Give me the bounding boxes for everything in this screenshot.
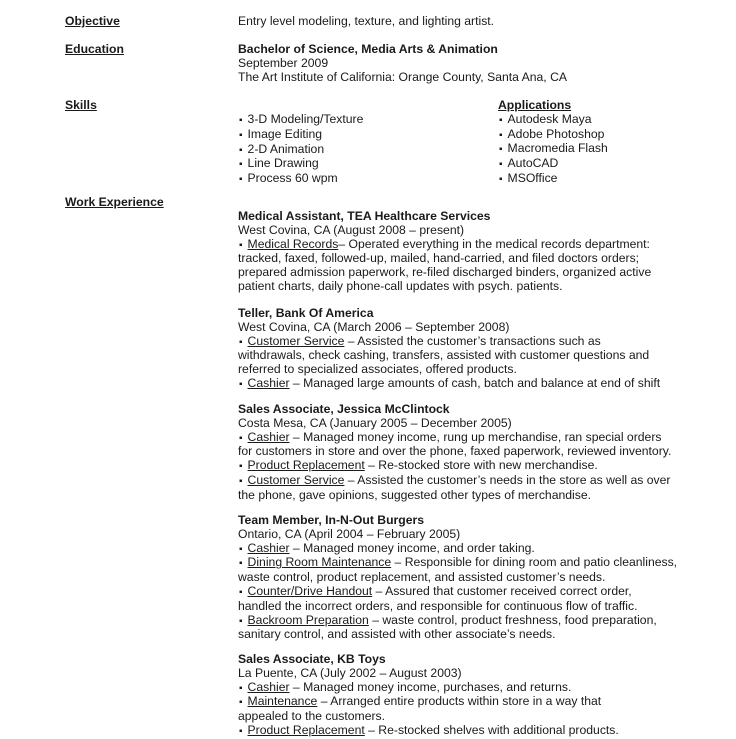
duty-continuation: for customers in store and over the phone, faxed paperwork, reviewed inventory. [238,444,672,459]
duty-text: – Re-stocked store with new merchandise. [364,458,598,473]
skill-item: ▪ 2-D Animation [238,143,363,158]
applications-list [498,99,608,187]
duty-continuation: waste control, product replacement, and assisted customer’s needs. [238,570,606,585]
applications-heading: Applications [498,98,572,112]
duty-role: Maintenance [247,694,318,709]
job-location: Ontario, CA (April 2004 – February 2005) [238,526,461,541]
duty-text: – Assisted the customer’s needs in the store as well as over [344,472,671,487]
skills-list [238,113,363,187]
duty-role: Cashier [247,429,290,444]
job-title: Teller, Bank Of America [238,306,374,320]
duty-line [238,695,688,710]
skills-label: Skills [65,98,97,112]
duty-continuation: referred to specialized associates, offered products. [238,362,517,377]
duty-role: Product Replacement [247,722,365,737]
education-degree: Bachelor of Science, Media Arts & Animation [238,42,498,56]
application-item: ▪ Autodesk Maya [498,113,608,128]
duty-line [238,542,688,557]
duty-text: – Managed large amounts of cash, batch and balance at end of shift [289,375,661,390]
job-title: Sales Associate, Jessica McClintock [238,402,450,416]
duty-line [238,238,688,253]
job-entry [238,210,688,294]
job-location: Costa Mesa, CA (January 2005 – December 2005) [238,415,512,430]
skill-item: ▪ 3-D Modeling/Texture [238,113,363,128]
job-entry [238,514,688,642]
duty-role: Cashier [247,679,290,694]
duty-text: – Assisted the customer’s transactions such as [344,333,601,348]
duty-line [238,585,688,600]
education-block [238,43,678,84]
duty-text: – Managed money income, and order taking. [289,540,535,555]
skill-item: ▪ Image Editing [238,128,363,143]
duty-continuation: sanitary control, and assisted with other associate’s needs. [238,627,556,642]
job-entry [238,653,688,739]
job-entry [238,307,688,392]
duty-continuation: the phone, gave opinions, suggested other types of merchandise. [238,487,591,502]
objective-label: Objective [65,14,120,28]
job-location: La Puente, CA (July 2002 – August 2003) [238,665,462,680]
duty-line [238,335,688,350]
duty-text: – Operated everything in the medical records department: [338,236,650,251]
duty-text: – Re-stocked shelves with additional products. [364,722,619,737]
objective-text [238,15,678,29]
application-item: ▪ MSOffice [498,172,608,187]
application-item: ▪ AutoCAD [498,157,608,172]
application-item: ▪ Macromedia Flash [498,142,608,157]
job-location: West Covina, CA (March 2006 – September 2008) [238,319,510,334]
duty-role: Cashier [247,540,290,555]
duty-continuation: handled the incorrect orders, and responsible for continuous flow of traffic. [238,598,638,613]
duty-line [238,377,688,392]
duty-continuation: tracked, faxed, followed-up, mailed, hand-carried, and filed doctors orders; [238,251,640,266]
duty-text: – Arranged entire products within store in a way that [317,694,602,709]
skill-item: ▪ Process 60 wpm [238,172,363,187]
duty-text: – Responsible for dining room and patio cleanliness, [391,555,678,570]
job-location: West Covina, CA (August 2008 – present) [238,222,465,237]
duty-continuation: withdrawals, check cashing, transfers, assisted with customer questions and [238,348,650,363]
duty-line [238,681,688,696]
duty-role: Counter/Drive Handout [247,583,373,598]
application-item: ▪ Adobe Photoshop [498,128,608,143]
duty-role: Dining Room Maintenance [247,555,392,570]
duty-text: – Managed money income, rung up merchandise, ran special orders [289,429,662,444]
duty-role: Customer Service [247,333,345,348]
duty-role: Product Replacement [247,458,365,473]
objective-line: Entry level modeling, texture, and lighting artist. [238,14,495,28]
skill-item: ▪ Line Drawing [238,157,363,172]
duty-text: – Managed money income, purchases, and returns. [289,679,572,694]
education-label: Education [65,42,124,56]
duty-continuation: prepared admission paperwork, re-filed discharged binders, organized active [238,265,652,280]
duty-line [238,724,688,739]
duty-continuation: patient charts, daily phone-call updates with psych. patients. [238,278,563,293]
duty-text: – Assured that customer received correct order, [372,583,632,598]
duty-line [238,459,688,474]
duty-role: Backroom Preparation [247,612,369,627]
education-date: September 2009 [238,55,329,70]
duty-line [238,474,688,489]
duty-text: – waste control, product freshness, food preparation, [368,612,657,627]
duty-line [238,431,688,446]
job-title: Medical Assistant, TEA Healthcare Services [238,209,491,223]
duty-role: Cashier [247,375,290,390]
duty-line [238,614,688,629]
work-experience-label: Work Experience [65,195,164,209]
job-title: Team Member, In-N-Out Burgers [238,513,425,527]
duty-role: Customer Service [247,472,345,487]
duty-continuation: appealed to the customers. [238,709,386,724]
job-title: Sales Associate, KB Toys [238,652,386,666]
education-school: The Art Institute of California: Orange County, Santa Ana, CA [238,69,568,84]
duty-line [238,556,688,571]
duty-role: Medical Records [247,236,339,251]
job-entry [238,403,688,503]
